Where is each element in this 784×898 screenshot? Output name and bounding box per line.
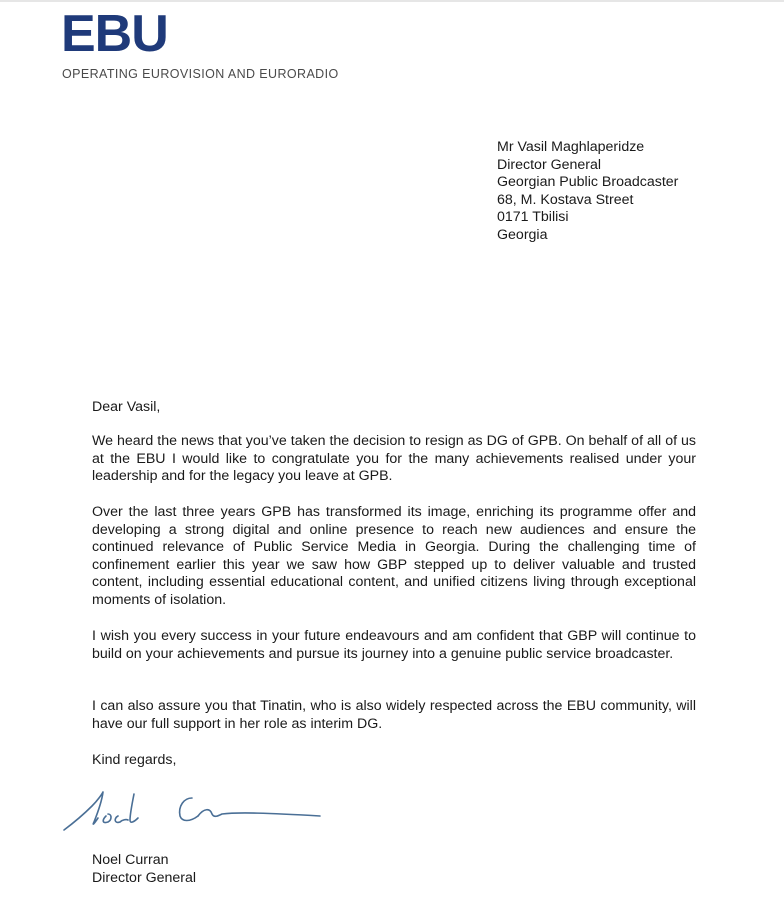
ebu-logo: EBU	[61, 5, 168, 63]
handwritten-signature	[58, 786, 328, 834]
recipient-title: Director General	[497, 156, 602, 173]
logo-tagline: OPERATING EUROVISION AND EURORADIO	[62, 67, 339, 81]
recipient-country: Georgia	[497, 226, 548, 243]
recipient-city: 0171 Tbilisi	[497, 209, 569, 226]
salutation: Dear Vasil,	[92, 399, 161, 415]
recipient-name: Mr Vasil Maghlaperidze	[497, 139, 645, 155]
signature-stroke	[180, 798, 198, 821]
signer-name: Noel Curran	[92, 852, 169, 868]
paragraph: We heard the news that you’ve taken the decision to resign as DG of GPB. On behalf of all of us at the EBU I would like to congratulate you for the many achievements realised under your leadership and for the legacy you leave at GPB.	[92, 433, 696, 485]
signer-block	[92, 852, 196, 887]
signature-stroke	[103, 814, 111, 823]
recipient-address	[497, 139, 678, 245]
paragraph: I wish you every success in your future endeavours and am confident that GBP will continue to build on your achievements and pursue its journey into a genuine public service broadcaster.	[92, 628, 696, 662]
signer-title: Director General	[92, 869, 197, 886]
paragraph: Over the last three years GPB has transformed its image, enriching its programme offer and developing a strong digital and online presence to reach new audiences and ensure the continued relevance of Public Service Media in Georgia. During the challenging time of confinement earlier this year we saw how GBP stepped up to deliver valuable and trusted content, including essential educational content, and unified citizens living through exceptional moments of isolation.	[92, 504, 696, 608]
closing: Kind regards,	[92, 752, 177, 768]
signature-stroke	[115, 816, 128, 822]
recipient-organization: Georgian Public Broadcaster	[497, 174, 679, 191]
signature-stroke	[198, 810, 320, 817]
paragraph: I can also assure you that Tinatin, who is also widely respected across the EBU community, will have our full support in her role as interim DG.	[92, 698, 696, 732]
signature-stroke	[64, 792, 103, 830]
page-top-edge	[0, 0, 784, 2]
recipient-street: 68, M. Kostava Street	[497, 191, 634, 208]
signature-stroke	[130, 794, 138, 822]
